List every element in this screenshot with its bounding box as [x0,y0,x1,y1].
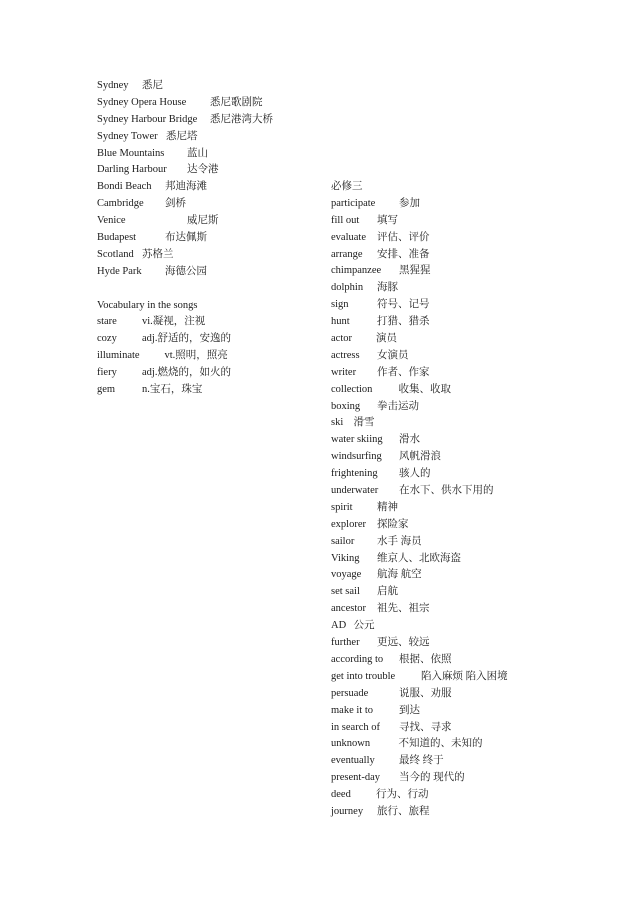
vocab-term: underwater [331,485,379,497]
spacer [97,281,327,298]
vocab-row [331,331,621,348]
vocab-term: present-day [331,772,380,784]
vocab-row [97,365,327,382]
vocab-row [331,686,621,703]
vocab-definition: 维京人、北欧海盗 [377,552,461,564]
vocab-term: hunt [331,316,350,328]
vocab-term: Venice [97,215,126,227]
vocab-term: Sydney Harbour Bridge [97,113,198,125]
vocab-term: actor [331,333,352,345]
vocab-row [97,331,327,348]
vocab-definition: n.宝石，珠宝 [142,384,203,396]
vocab-definition: 旅行、旅程 [377,805,430,817]
vocab-row [97,162,327,179]
vocab-definition: 最终 终于 [399,755,444,767]
vocab-row [331,618,621,635]
vocab-row [331,669,621,686]
vocab-term: journey [331,805,364,817]
vocab-term: boxing [331,400,361,412]
vocab-definition: 不知道的、未知的 [398,738,483,750]
vocab-term: ancestor [331,603,366,615]
vocab-row [331,230,621,247]
vocab-definition: 航海 航空 [377,569,422,581]
vocab-row [331,415,621,432]
vocab-term: gem [97,384,116,396]
vocab-term: actress [331,349,360,361]
vocab-term: Cambridge [97,198,144,210]
vocab-definition: 寻找、寻求 [399,721,452,733]
vocab-term: deed [331,789,351,801]
vocab-row [331,770,621,787]
vocab-row [331,551,621,568]
vocab-definition: 达令港 [187,164,219,176]
vocab-term: Sydney Opera House [97,96,187,108]
vocab-term: Bondi Beach [97,181,152,193]
vocab-definition: 水手 海员 [377,535,422,547]
vocab-definition: 公元 [353,620,375,632]
vocab-row [331,584,621,601]
vocab-definition: 参加 [399,197,420,209]
vocab-term: chimpanzee [331,265,382,277]
vocab-term: Sydney Tower [97,130,158,142]
vocab-row [97,146,327,163]
vocab-term: participate [331,197,376,209]
vocab-row [331,348,621,365]
vocab-definition: 符号、记号 [377,299,430,311]
section-title: 必修三 [331,181,363,192]
vocab-term: eventually [331,755,375,767]
vocab-row [331,432,621,449]
vocab-definition: 到达 [399,704,420,716]
vocab-term: explorer [331,518,366,530]
vocab-term: sign [331,299,349,311]
vocab-term: Viking [331,552,360,564]
songs-vocab-list [97,314,327,398]
vocab-row [331,263,621,280]
vocab-row [331,635,621,652]
vocab-row [331,196,621,213]
vocab-definition: 黑猩猩 [399,265,431,277]
vocab-term: make it to [331,704,373,716]
vocab-term: in search of [331,721,380,733]
vocab-term: Blue Mountains [97,147,165,159]
vocab-row [331,736,621,753]
vocab-definition: 填写 [377,214,398,226]
vocab-term: voyage [331,569,362,581]
vocab-definition: 悉尼港湾大桥 [210,113,273,125]
vocab-term: illuminate [97,350,140,362]
vocab-definition: 滑水 [399,434,420,446]
vocab-definition: 安排、准备 [377,248,430,260]
vocab-definition: 苏格兰 [142,248,174,260]
vocab-term: Hyde Park [97,265,142,277]
vocab-term: evaluate [331,231,366,243]
vocab-definition: 邦迪海滩 [165,181,207,193]
vocab-definition: 作者、作家 [377,366,430,378]
vocab-term: cozy [97,333,117,345]
vocab-term: according to [331,653,384,665]
vocab-definition: 精神 [377,501,398,513]
vocab-term: unknown [331,738,371,750]
vocab-term: arrange [331,248,363,260]
vocab-row [331,483,621,500]
vocab-term: AD [331,620,347,632]
vocab-definition: 根据、依照 [399,653,452,665]
vocab-definition: adj.燃烧的，如火的 [142,367,231,379]
vocab-row [97,230,327,247]
vocab-row [331,314,621,331]
vocab-term: persuade [331,687,369,699]
vocab-row [97,112,327,129]
vocab-row [331,720,621,737]
vocab-row [331,534,621,551]
vocab-definition: 探险家 [377,518,409,530]
vocab-definition: 悉尼塔 [166,130,198,142]
vocab-definition: 滑雪 [353,417,375,429]
vocab-definition: 剑桥 [165,198,186,210]
vocab-term: set sail [331,586,360,598]
vocab-row [331,500,621,517]
vocab-term: Budapest [97,232,137,244]
right-column [331,179,621,821]
vocab-term: further [331,637,360,649]
vocab-definition: 说服、劝服 [399,687,452,699]
vocab-definition: 演员 [376,333,397,345]
vocab-row [331,399,621,416]
vocab-definition: 风帆滑浪 [399,451,441,463]
vocab-row [331,449,621,466]
vocab-definition: 当今的 现代的 [399,772,465,784]
vocab-definition: 更远、较远 [377,637,430,649]
vocab-term: fill out [331,214,360,226]
vocab-term: ski [331,417,344,429]
vocab-definition: 打猎、猎杀 [377,316,430,328]
vocab-term: fiery [97,367,117,379]
vocab-row [331,567,621,584]
vocab-definition: 陷入麻烦 陷入困境 [421,670,508,682]
vocab-row [331,652,621,669]
vocab-definition: 海德公园 [165,265,207,277]
vocab-row [97,264,327,281]
vocab-row [331,517,621,534]
vocab-term: frightening [331,468,378,480]
vocab-definition: 悉尼歌剧院 [210,96,263,108]
vocab-definition: 在水下、供水下用的 [399,485,494,497]
vocab-definition: vi.凝视，注视 [142,316,206,328]
vocab-row [97,78,327,95]
vocab-row [331,213,621,230]
songs-vocab-heading [97,298,327,315]
vocab-row [331,703,621,720]
vocab-term: writer [331,366,357,378]
compulsory-three-heading [331,179,621,196]
vocab-row [331,466,621,483]
vocab-definition: adj.舒适的，安逸的 [142,333,231,345]
vocab-term: spirit [331,501,353,513]
vocab-term: stare [97,316,117,328]
vocab-term: windsurfing [331,451,382,463]
vocab-row [97,382,327,399]
vocab-definition: 拳击运动 [377,400,419,412]
vocab-row [97,247,327,264]
vocab-row [331,787,621,804]
vocab-row [97,129,327,146]
places-list [97,78,327,281]
vocab-row [97,179,327,196]
vocab-definition: 评估、评价 [377,231,430,243]
vocab-row [331,804,621,821]
vocab-row [331,365,621,382]
vocab-definition: 悉尼 [142,80,163,91]
vocab-row [331,247,621,264]
vocab-definition: 祖先、祖宗 [377,603,430,615]
songs-vocab-title: Vocabulary in the songs [97,299,198,311]
vocab-definition: 海豚 [377,282,398,294]
vocab-term: Sydney [97,80,129,91]
vocab-row [97,213,327,230]
vocab-row [331,382,621,399]
vocab-row [331,297,621,314]
vocab-row [331,753,621,770]
vocab-definition: 布达佩斯 [165,232,207,244]
vocab-definition: 威尼斯 [187,215,219,227]
vocab-term: Darling Harbour [97,164,167,176]
vocab-term: sailor [331,535,355,547]
vocab-definition: vt.照明，照亮 [164,350,228,362]
vocab-row [331,601,621,618]
vocab-definition: 启航 [377,586,398,598]
compulsory-three-list [331,196,621,821]
vocab-term: get into trouble [331,670,396,682]
vocab-row [97,196,327,213]
vocab-definition: 女演员 [377,349,409,361]
vocab-term: water skiing [331,434,383,446]
vocab-definition: 收集、收取 [398,383,451,395]
vocab-term: collection [331,383,373,395]
vocab-row [97,348,327,365]
vocab-row [331,280,621,297]
vocab-row [97,95,327,112]
vocab-definition: 骇人的 [399,468,431,480]
vocab-definition: 行为、行动 [376,789,429,801]
left-column [97,78,327,399]
vocab-term: Scotland [97,248,134,260]
vocab-definition: 蓝山 [187,147,208,159]
vocab-term: dolphin [331,282,364,294]
vocab-row [97,314,327,331]
